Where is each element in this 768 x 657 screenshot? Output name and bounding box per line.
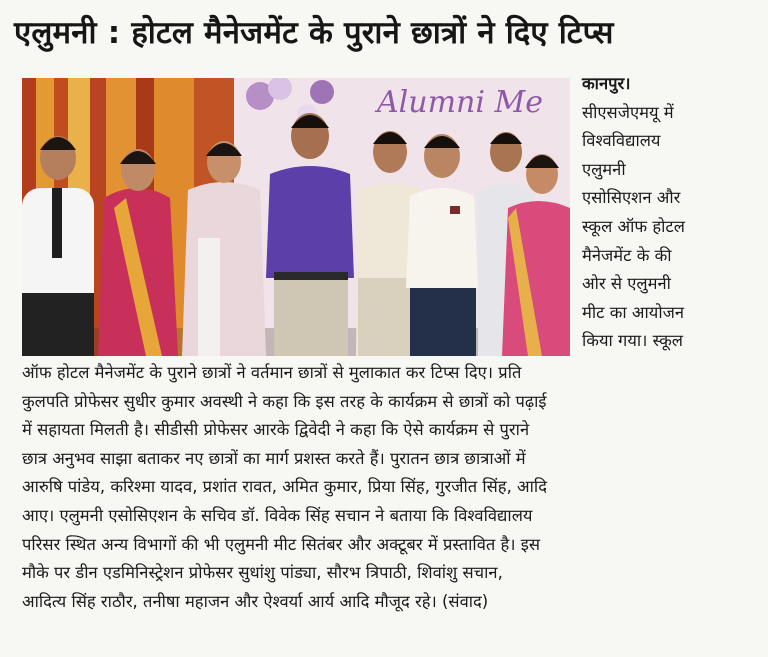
dateline: कानपुर। (582, 74, 631, 93)
text-line: ओर से एलुमनी (582, 274, 671, 294)
text-line: आरुषि पांडेय, करिश्मा यादव, प्रशांत रावत, अमित कुमार, प्रिया सिंह, गुरजीत सिंह, आदि (22, 477, 547, 497)
text-line: किया गया। स्कूल (582, 331, 683, 351)
text-line: विश्वविद्यालय (582, 131, 661, 151)
text-line: मैनेजमेंट के की (582, 245, 672, 265)
article-body (22, 359, 762, 616)
group-photo (22, 78, 570, 356)
side-column-text (582, 70, 762, 356)
text-line: छात्र अनुभव साझा बताकर नए छात्रों का मार्ग प्रशस्त करते हैं। पुरातन छात्र छात्राओं में (22, 448, 526, 468)
text-line: परिसर स्थित अन्य विभागों की भी एलुमनी मीट सितंबर और अक्टूबर में प्रस्तावित है। इस (22, 534, 541, 554)
text-line: आए। एलुमनी एसोसिएशन के सचिव डॉ. विवेक सिंह सचान ने बताया कि विश्वविद्यालय (22, 505, 533, 525)
text-line: एसोसिएशन और (582, 188, 681, 208)
text-line: में सहायता मिलती है। सीडीसी प्रोफेसर आरके द्विवेदी ने कहा कि ऐसे कार्यक्रम से पुराने (22, 420, 530, 440)
text-line: आदित्य सिंह राठौर, तनीषा महाजन और ऐश्वर्या आर्य आदि मौजूद रहे। (संवाद) (22, 591, 489, 611)
text-line: ऑफ होटल मैनेजमेंट के पुराने छात्रों ने वर्तमान छात्रों से मुलाकात कर टिप्स दिए। प्रति (22, 363, 522, 382)
banner-text: Alumni Me (377, 85, 543, 120)
text-line: कुलपति प्रोफेसर सुधीर कुमार अवस्थी ने कहा कि इस तरह के कार्यक्रम से छात्रों को पढ़ाई (22, 391, 547, 411)
group-photo-illustration (22, 78, 570, 356)
text-line: एलुमनी (582, 159, 626, 179)
headline: एलुमनी : होटल मैनेजमेंट के पुराने छात्रों ने दिए टिप्स (14, 15, 614, 51)
text-line: मौके पर डीन एडमिनिस्ट्रेशन प्रोफेसर सुधांशु पांड्या, सौरभ त्रिपाठी, शिवांशु सचान, (22, 563, 503, 583)
text-line: मीट का आयोजन (582, 302, 684, 322)
text-line: सीएसजेएमयू में (582, 102, 674, 122)
text-line: स्कूल ऑफ होटल (582, 216, 685, 236)
